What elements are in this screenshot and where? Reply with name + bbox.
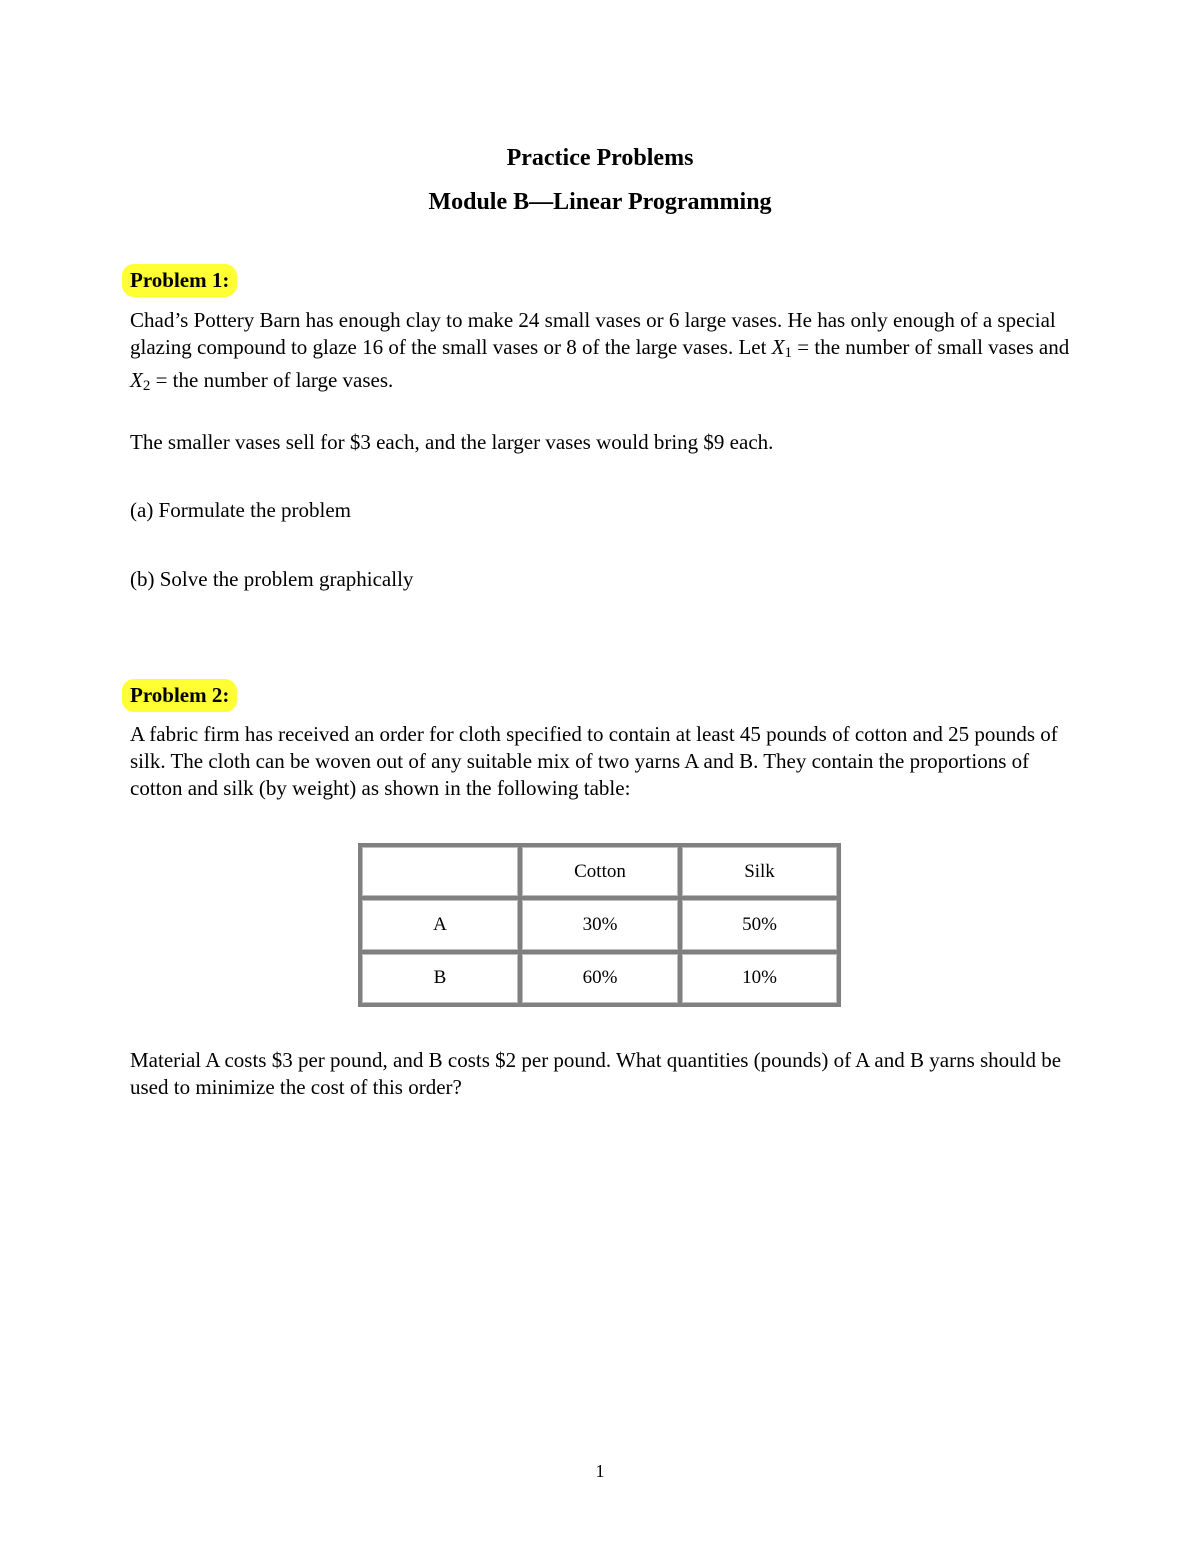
table-header-cell: [360, 845, 520, 898]
problem-2-heading: Problem 2:: [122, 679, 237, 712]
table-row: [360, 952, 839, 1005]
table-cell: B: [360, 952, 520, 1005]
table-header-row: [360, 845, 839, 898]
table-cell: 30%: [520, 898, 680, 951]
problem-1-part-b: (b) Solve the problem graphically: [130, 567, 414, 591]
table-header-cell: Silk: [680, 845, 839, 898]
table-cell: 10%: [680, 952, 839, 1005]
problem-1-intro-part2: = the number of small vases and: [792, 335, 1070, 359]
document-subtitle: Module B—Linear Programming: [428, 189, 772, 215]
table-row: [360, 898, 839, 951]
problem-2-question: Material A costs $3 per pound, and B costs $2 per pound. What quantities (pounds) of A and B yarns should be used to minimize the cost of this order?: [130, 1048, 1062, 1099]
table-cell: 60%: [520, 952, 680, 1005]
problem-2-intro: A fabric firm has received an order for cloth specified to contain at least 45 pounds of cotton and 25 pounds of silk. The cloth can be woven out of any suitable mix of two yarns A and B. They contain the proportions of cotton and silk (by weight) as shown in the following table:: [130, 722, 1058, 800]
yarn-composition-table: [358, 843, 841, 1007]
problem-1-heading: Problem 1:: [122, 264, 237, 297]
problem-1-part-a: (a) Formulate the problem: [130, 498, 352, 522]
variable-x1-subscript: 1: [784, 345, 793, 361]
variable-x1: X: [771, 335, 785, 359]
variable-x2: X: [130, 368, 143, 392]
document-title: Practice Problems: [506, 145, 694, 171]
problem-1-prices: The smaller vases sell for $3 each, and the larger vases would bring $9 each.: [130, 430, 774, 454]
problem-1-intro-part3: = the number of large vases.: [150, 368, 394, 392]
table-cell: A: [360, 898, 520, 951]
variable-x2-subscript: 2: [142, 378, 151, 394]
problem-1-intro-part1: Chad’s Pottery Barn has enough clay to make 24 small vases or 6 large vases. He has only enough of a special glazing compound to glaze 16 of the small vases or 8 of the large vases. Let: [130, 308, 1056, 359]
table-header-cell: Cotton: [520, 845, 680, 898]
problem-1-intro: [130, 307, 1070, 400]
page-number: 1: [595, 1461, 605, 1481]
table-cell: 50%: [680, 898, 839, 951]
